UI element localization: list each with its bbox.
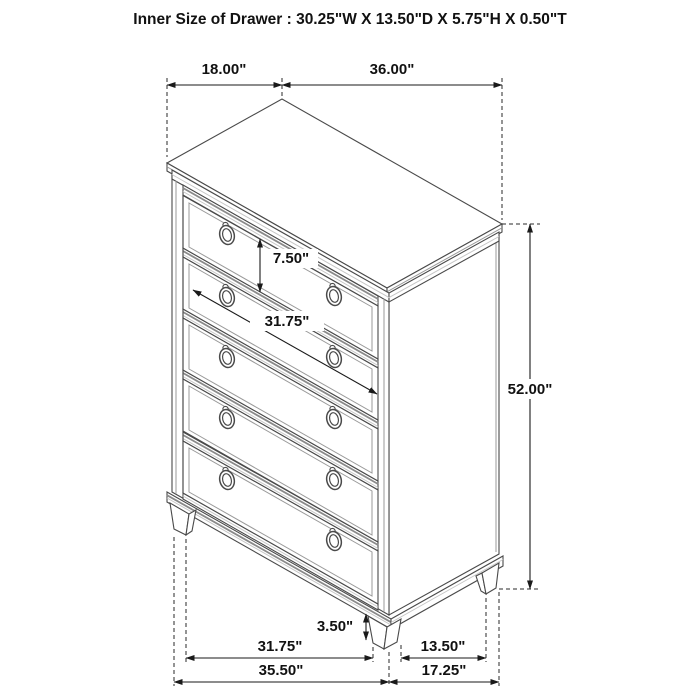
dim-overall-depth xyxy=(389,662,499,682)
dim-label-overall-width: 35.50" xyxy=(258,662,304,679)
dim-label-drawer-front-width: 31.75" xyxy=(264,313,310,330)
dim-feet-span-width xyxy=(186,638,373,658)
dim-overall-width xyxy=(174,662,389,682)
dim-feet-span-depth xyxy=(401,638,486,658)
dim-label-drawer-face-height: 7.50" xyxy=(272,250,310,267)
dim-label-feet-span-depth: 13.50" xyxy=(420,638,466,655)
dim-label-top-width: 36.00" xyxy=(369,61,415,78)
dim-overall-height xyxy=(499,224,558,589)
page-title: Inner Size of Drawer : 30.25"W X 13.50"D X 5.75"H X 0.50"T xyxy=(133,11,567,28)
chest-drawing xyxy=(167,99,503,649)
dim-label-overall-height: 52.00" xyxy=(507,381,553,398)
dim-label-overall-depth: 17.25" xyxy=(421,662,467,679)
dim-label-foot-height: 3.50" xyxy=(316,618,354,635)
dim-label-top-depth: 18.00" xyxy=(201,61,247,78)
dim-foot-height xyxy=(309,614,366,640)
dim-label-feet-span-width: 31.75" xyxy=(257,638,303,655)
